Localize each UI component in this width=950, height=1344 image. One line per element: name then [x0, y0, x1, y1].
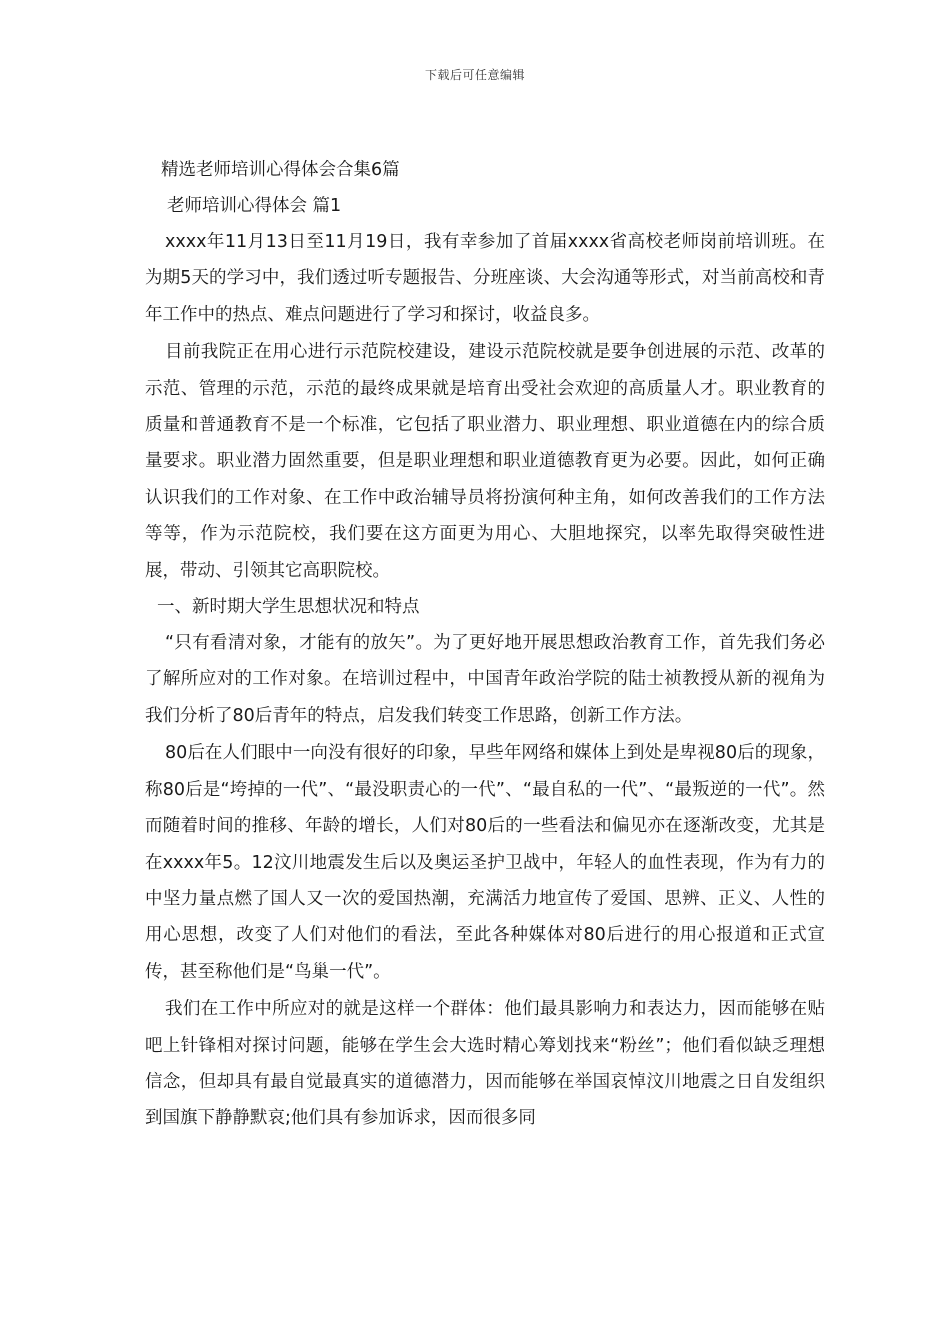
- paragraph: 80后在人们眼中一向没有很好的印象，早些年网络和媒体上到处是卑视80后的现象，称80后是“垮掉的一代”、“最没职责心的一代”、“最自私的一代”、“最叛逆的一代”。然而随着时间的推移、年龄的增长，人们对80后的一些看法和偏见亦在逐渐改变，尤其是在xxxx年5。12汶川地震发生后以及奥运圣护卫战中，年轻人的血性表现，作为有力的中坚力量点燃了国人又一次的爱国热潮，充满活力地宣传了爱国、思辨、正义、人性的用心思想，改变了人们对他们的看法，至此各种媒体对80后进行的用心报道和正式宣传，甚至称他们是“鸟巢一代”。: [145, 743, 825, 982]
- paragraph: “只有看清对象，才能有的放矢”。为了更好地开展思想政治教育工作，首先我们务必了解所应对的工作对象。在培训过程中，中国青年政治学院的陆士祯教授从新的视角为我们分析了80后青年的特点，启发我们转变工作思路，创新工作方法。: [145, 633, 825, 726]
- paragraph: 目前我院正在用心进行示范院校建设，建设示范院校就是要争创进展的示范、改革的示范、管理的示范，示范的最终成果就是培育出受社会欢迎的高质量人才。职业教育的质量和普通教育不是一个标准，它包括了职业潜力、职业理想、职业道德在内的综合质量要求。职业潜力固然重要，但是职业理想和职业道德教育更为必要。因此，如何正确认识我们的工作对象、在工作中政治辅导员将扮演何种主角，如何改善我们的工作方法等等，作为示范院校，我们要在这方面更为用心、大胆地探究，以率先取得突破性进展，带动、引领其它高职院校。: [145, 342, 825, 581]
- section-heading: 老师培训心得体会 篇1: [167, 196, 342, 216]
- header-note: 下载后可任意编辑: [424, 68, 525, 82]
- paragraph: 我们在工作中所应对的就是这样一个群体：他们最具影响力和表达力，因而能够在贴吧上针锋相对探讨问题，能够在学生会大选时精心筹划找来“粉丝”；他们看似缺乏理想信念，但却具有最自觉最真实的道德潜力，因而能够在举国哀悼汶川地震之日自发组织到国旗下静静默哀;他们具有参加诉求，因而很多同: [145, 999, 825, 1129]
- document-body: [145, 152, 825, 1137]
- subsection-heading: 一、新时期大学生思想状况和特点: [157, 597, 420, 618]
- paragraph: xxxx年11月13日至11月19日，我有幸参加了首届xxxx省高校老师岗前培训班。在为期5天的学习中，我们透过听专题报告、分班座谈、大会沟通等形式，对当前高校和青年工作中的热点、难点问题进行了学习和探讨，收益良多。: [145, 232, 825, 325]
- document-title: 精选老师培训心得体会合集6篇: [161, 160, 400, 180]
